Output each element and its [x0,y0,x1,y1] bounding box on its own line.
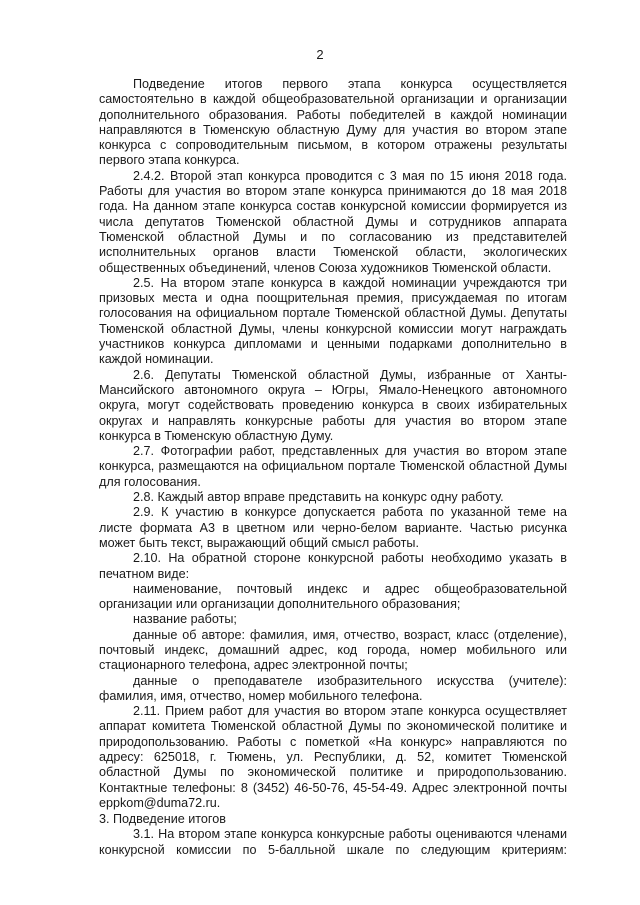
list-item-work-title: название работы; [133,612,237,627]
list-item-author-data: данные об авторе: фамилия, имя, отчество, возраст, класс (отделение), почтовый индекс, домашний адрес, код города, номер мобильного или стационарного телефона, адрес электронной почты; [99,627,567,673]
paragraph-2-4-2: 2.4.2. Второй этап конкурса проводится с 3 мая по 15 июня 2018 года. Работы для участия во втором этапе конкурса принимаются до 18 мая 2018 года. На данном этапе конкурса состав конкурсной комиссии формируется из числа депутатов Тюменской областной Думы и сотрудников аппарата Тюменской областной Думы и по согласованию из представителей исполнительных органов власти Тюменской области, экологических общественных объединений, членов Союза художников Тюменской области. [99,168,567,275]
paragraph-2-6: 2.6. Депутаты Тюменской областной Думы, избранные от Ханты-Мансийского автономного округа – Югры, Ямало-Ненецкого автономного округа, могут содействовать проведению конкурса в своих избирательных округах и направлять конкурсные работы для участия во втором этапе конкурса в Тюменскую областную Думу. [99,367,567,443]
paragraph-first-stage-results: Подведение итогов первого этапа конкурса осуществляется самостоятельно в каждой общеобразовательной организации и организации дополнительного образования. Работы победителей в каждой номинации направляются в Тюменскую областную Думу для участия во втором этапе конкурса с сопроводительным письмом, в котором отражены результаты первого этапа конкурса. [99,77,567,168]
section-heading: 3. Подведение итогов [99,812,226,827]
list-item-organization: наименование, почтовый индекс и адрес общеобразовательной организации или организации дополнительного образования; [99,581,567,612]
page-number: 2 [316,47,324,62]
paragraph-3-1: 3.1. На втором этапе конкурса конкурсные работы оцениваются членами конкурсной комиссии по 5-балльной шкале по следующим критериям: [99,827,567,857]
document-body [99,77,567,858]
paragraph-2-9: 2.9. К участию в конкурсе допускается работа по указанной теме на листе формата А3 в цветном или черно-белом варианте. Частью рисунка может быть текст, выражающий общий смысл работы. [99,505,567,550]
paragraph-2-10: 2.10. На обратной стороне конкурсной работы необходимо указать в печатном виде: [99,551,567,581]
paragraph-2-5: 2.5. На втором этапе конкурса в каждой номинации учреждаются три призовых места и одна поощрительная премия, присуждаемая по итогам голосования на официальном портале Тюменской областной Думы. Депутаты Тюменской областной Думы, члены конкурсной комиссии могут награждать участников конкурса дипломами и ценными подарками дополнительно в каждой номинации. [99,275,567,367]
paragraph-2-8: 2.8. Каждый автор вправе представить на конкурс одну работу. [133,490,504,505]
paragraph-2-7: 2.7. Фотографии работ, представленных для участия во втором этапе конкурса, размещаются на официальном портале Тюменской областной Думы для голосования. [99,444,567,489]
list-item-teacher-data: данные о преподавателе изобразительного искусства (учителе): фамилия, имя, отчество, номер мобильного телефона. [99,673,567,703]
paragraph-2-11: 2.11. Прием работ для участия во втором этапе конкурса осуществляет аппарат комитета Тюменской областной Думы по экономической политике и природопользованию. Работы с пометкой «На конкурс» направляются по адресу: 625018, г. Тюмень, ул. Республики, д. 52, комитет Тюменской областной Думы по экономической политике и природопользованию. Контактные телефоны: 8 (3452) 46-50-76, 45-54-49. Адрес электронной почты eppkom@duma72.ru. [99,704,567,810]
